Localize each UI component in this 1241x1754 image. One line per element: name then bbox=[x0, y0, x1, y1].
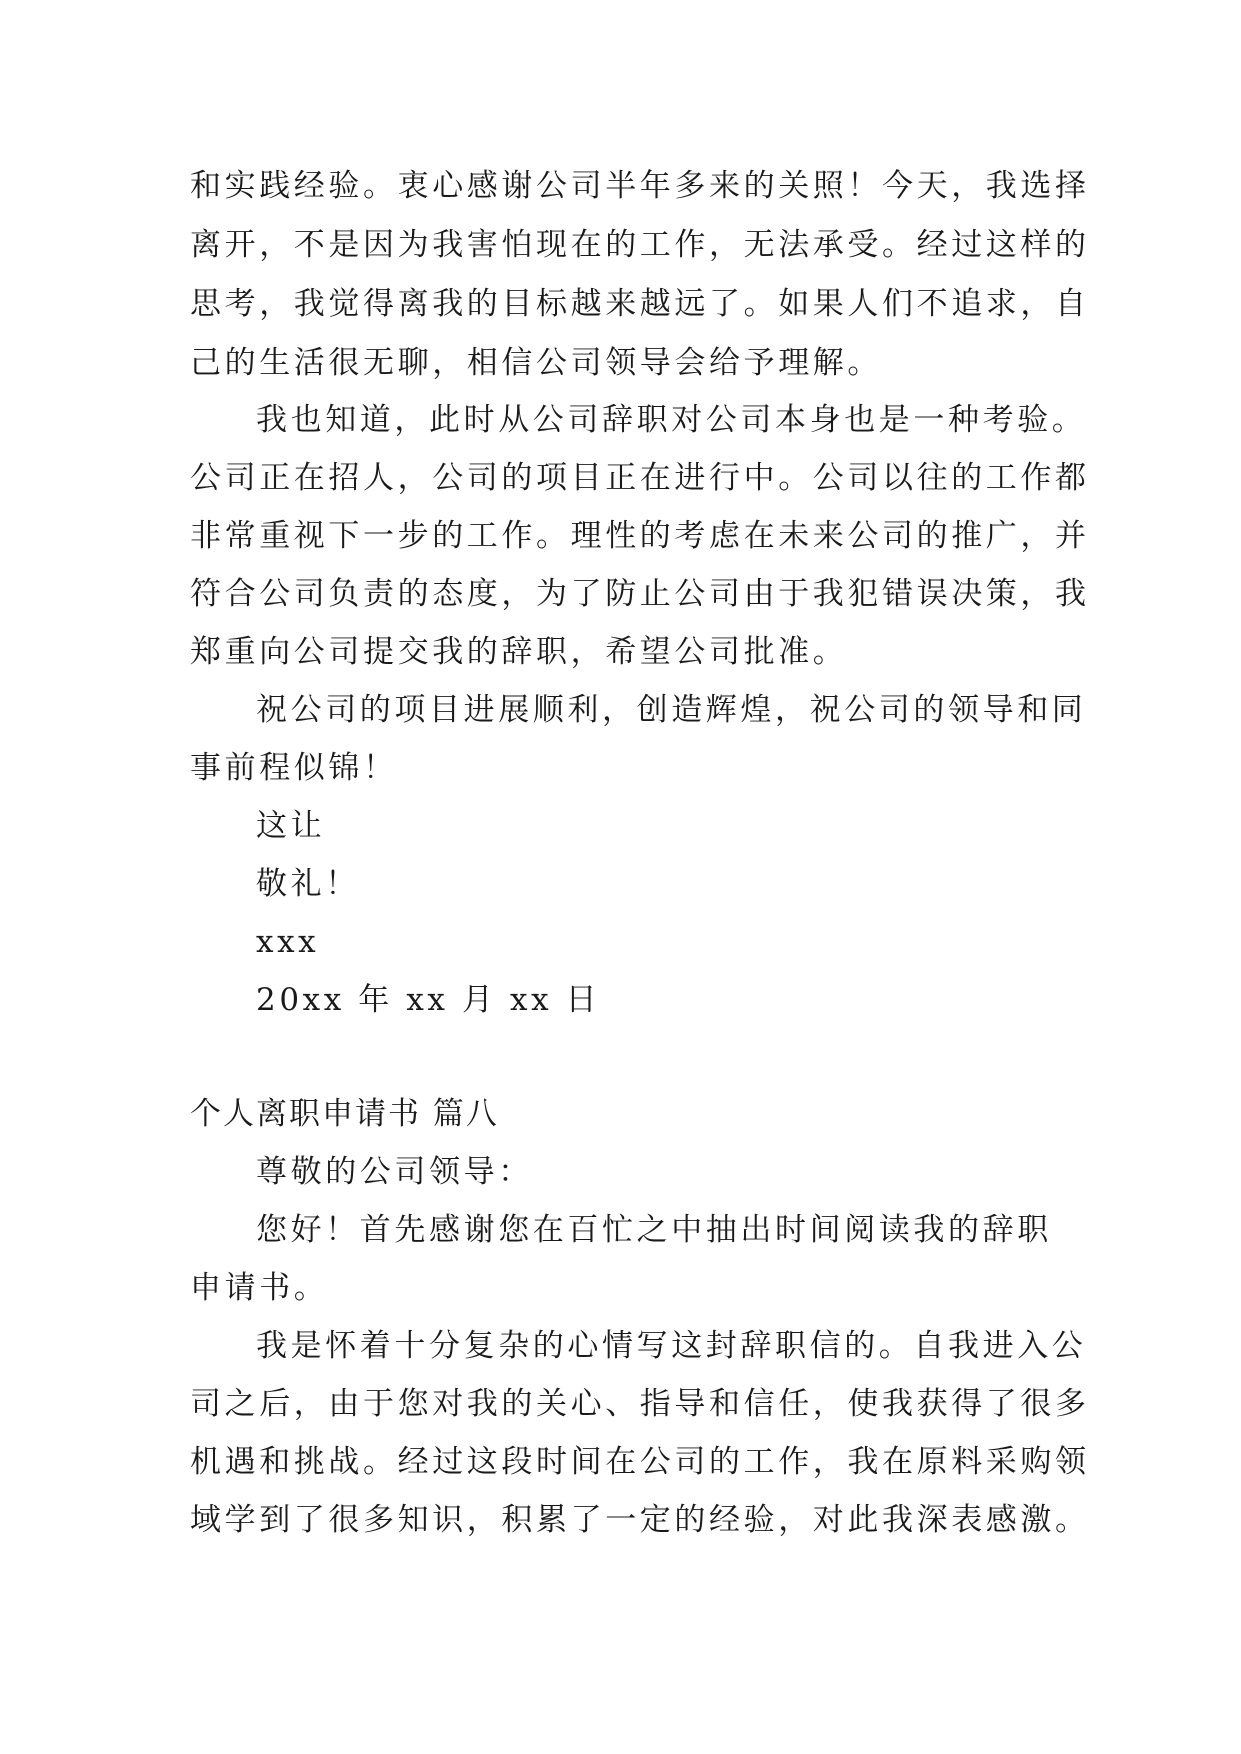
paragraph-line: 事前程似锦！ bbox=[190, 750, 398, 786]
paragraph-line: 我是怀着十分复杂的心情写这封辞职信的。自我进入公 bbox=[256, 1328, 1087, 1364]
signature-date: 20xx 年 xx 月 xx 日 bbox=[256, 982, 601, 1018]
paragraph-line: 和实践经验。衷心感谢公司半年多来的关照！今天，我选择 bbox=[190, 168, 1090, 204]
paragraph-line: 己的生活很无聊，相信公司领导会给予理解。 bbox=[190, 345, 882, 381]
paragraph-line: 您好！首先感谢您在百忙之中抽出时间阅读我的辞职 bbox=[256, 1212, 1052, 1248]
signature-name: xxx bbox=[256, 924, 320, 960]
greeting-line: 尊敬的公司领导： bbox=[256, 1154, 533, 1190]
salutation-line: 敬礼！ bbox=[256, 866, 360, 902]
paragraph-line: 我也知道，此时从公司辞职对公司本身也是一种考验。 bbox=[256, 402, 1087, 438]
paragraph-line: 符合公司负责的态度，为了防止公司由于我犯错误决策，我 bbox=[190, 576, 1090, 612]
paragraph-line: 郑重向公司提交我的辞职，希望公司批准。 bbox=[190, 634, 848, 670]
paragraph-line: 非常重视下一步的工作。理性的考虑在未来公司的推广，并 bbox=[190, 518, 1090, 554]
section-heading: 个人离职申请书 篇八 bbox=[190, 1096, 499, 1132]
paragraph-line: 司之后，由于您对我的关心、指导和信任，使我获得了很多 bbox=[190, 1386, 1090, 1422]
paragraph-line: 祝公司的项目进展顺利，创造辉煌，祝公司的领导和同 bbox=[256, 692, 1087, 728]
paragraph-line: 申请书。 bbox=[190, 1270, 329, 1306]
paragraph-line: 离开，不是因为我害怕现在的工作，无法承受。经过这样的 bbox=[190, 227, 1090, 263]
paragraph-line: 机遇和挑战。经过这段时间在公司的工作，我在原料采购领 bbox=[190, 1444, 1090, 1480]
paragraph-line: 公司正在招人，公司的项目正在进行中。公司以往的工作都 bbox=[190, 460, 1090, 496]
closing-line: 这让 bbox=[256, 808, 326, 844]
paragraph-line: 域学到了很多知识，积累了一定的经验，对此我深表感激。 bbox=[190, 1502, 1090, 1538]
paragraph-line: 思考，我觉得离我的目标越来越远了。如果人们不追求，自 bbox=[190, 286, 1090, 322]
